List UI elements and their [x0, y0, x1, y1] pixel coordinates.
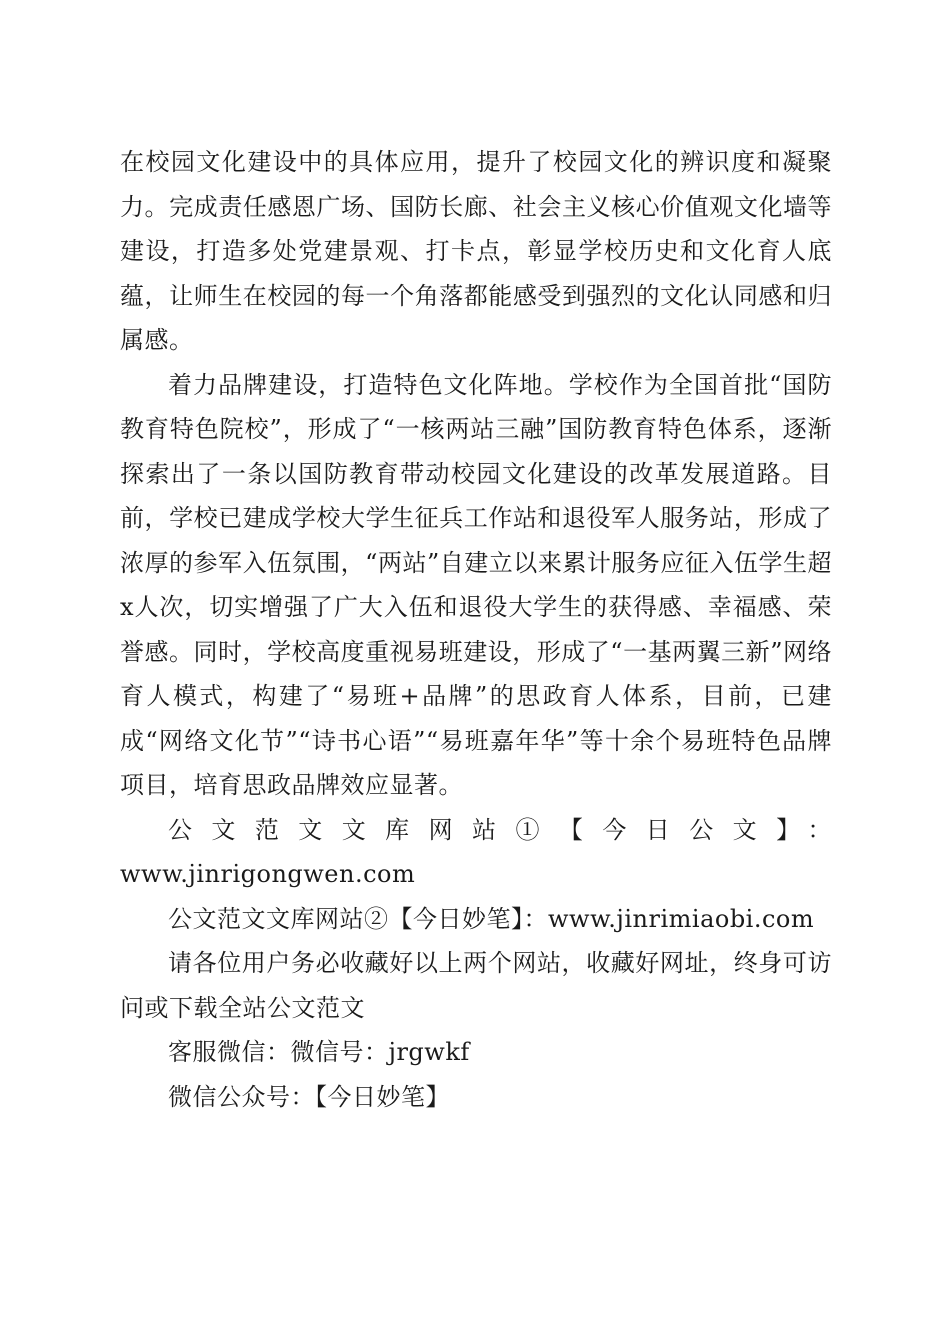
document-body: [120, 140, 832, 1119]
wechat-service: 客服微信：微信号：jrgwkf: [168, 1038, 470, 1066]
site2-line: 公文范文文库网站②【今日妙笔】：www.jinrimiaobi.com: [168, 904, 815, 933]
paragraph-campus-culture: 在校园文化建设中的具体应用，提升了校园文化的辨识度和凝聚力。完成责任感恩广场、国防长廊、社会主义核心价值观文化墙等建设，打造多处党建景观、打卡点，彰显学校历史和文化育人底蕴，让师生在校园的每一个角落都能感受到强烈的文化认同感和归属感。: [120, 148, 832, 354]
paragraph-brand-building: 着力品牌建设，打造特色文化阵地。学校作为全国首批“国防教育特色院校”，形成了“一核两站三融”国防教育特色体系，逐渐探索出了一条以国防教育带动校园文化建设的改革发展道路。目前，学校已建成学校大学生征兵工作站和退役军人服务站，形成了浓厚的参军入伍氛围，“两站”自建立以来累计服务应征入伍学生超x人次，切实增强了广大入伍和退役大学生的获得感、幸福感、荣誉感。同时，学校高度重视易班建设，形成了“一基两翼三新”网络育人模式，构建了“易班+品牌”的思政育人体系，目前，已建成“网络文化节”“诗书心语”“易班嘉年华”等十余个易班特色品牌项目，培育思政品牌效应显著。: [120, 370, 832, 799]
site1-label: 公文范文文库网站①【今日公文】：: [168, 815, 832, 844]
bookmark-notice: 请各位用户务必收藏好以上两个网站，收藏好网址，终身可访问或下载全站公文范文: [120, 949, 832, 1022]
site1-url: www.jinrigongwen.com: [120, 860, 416, 888]
wechat-public-account: 微信公众号：【今日妙笔】: [168, 1082, 450, 1111]
